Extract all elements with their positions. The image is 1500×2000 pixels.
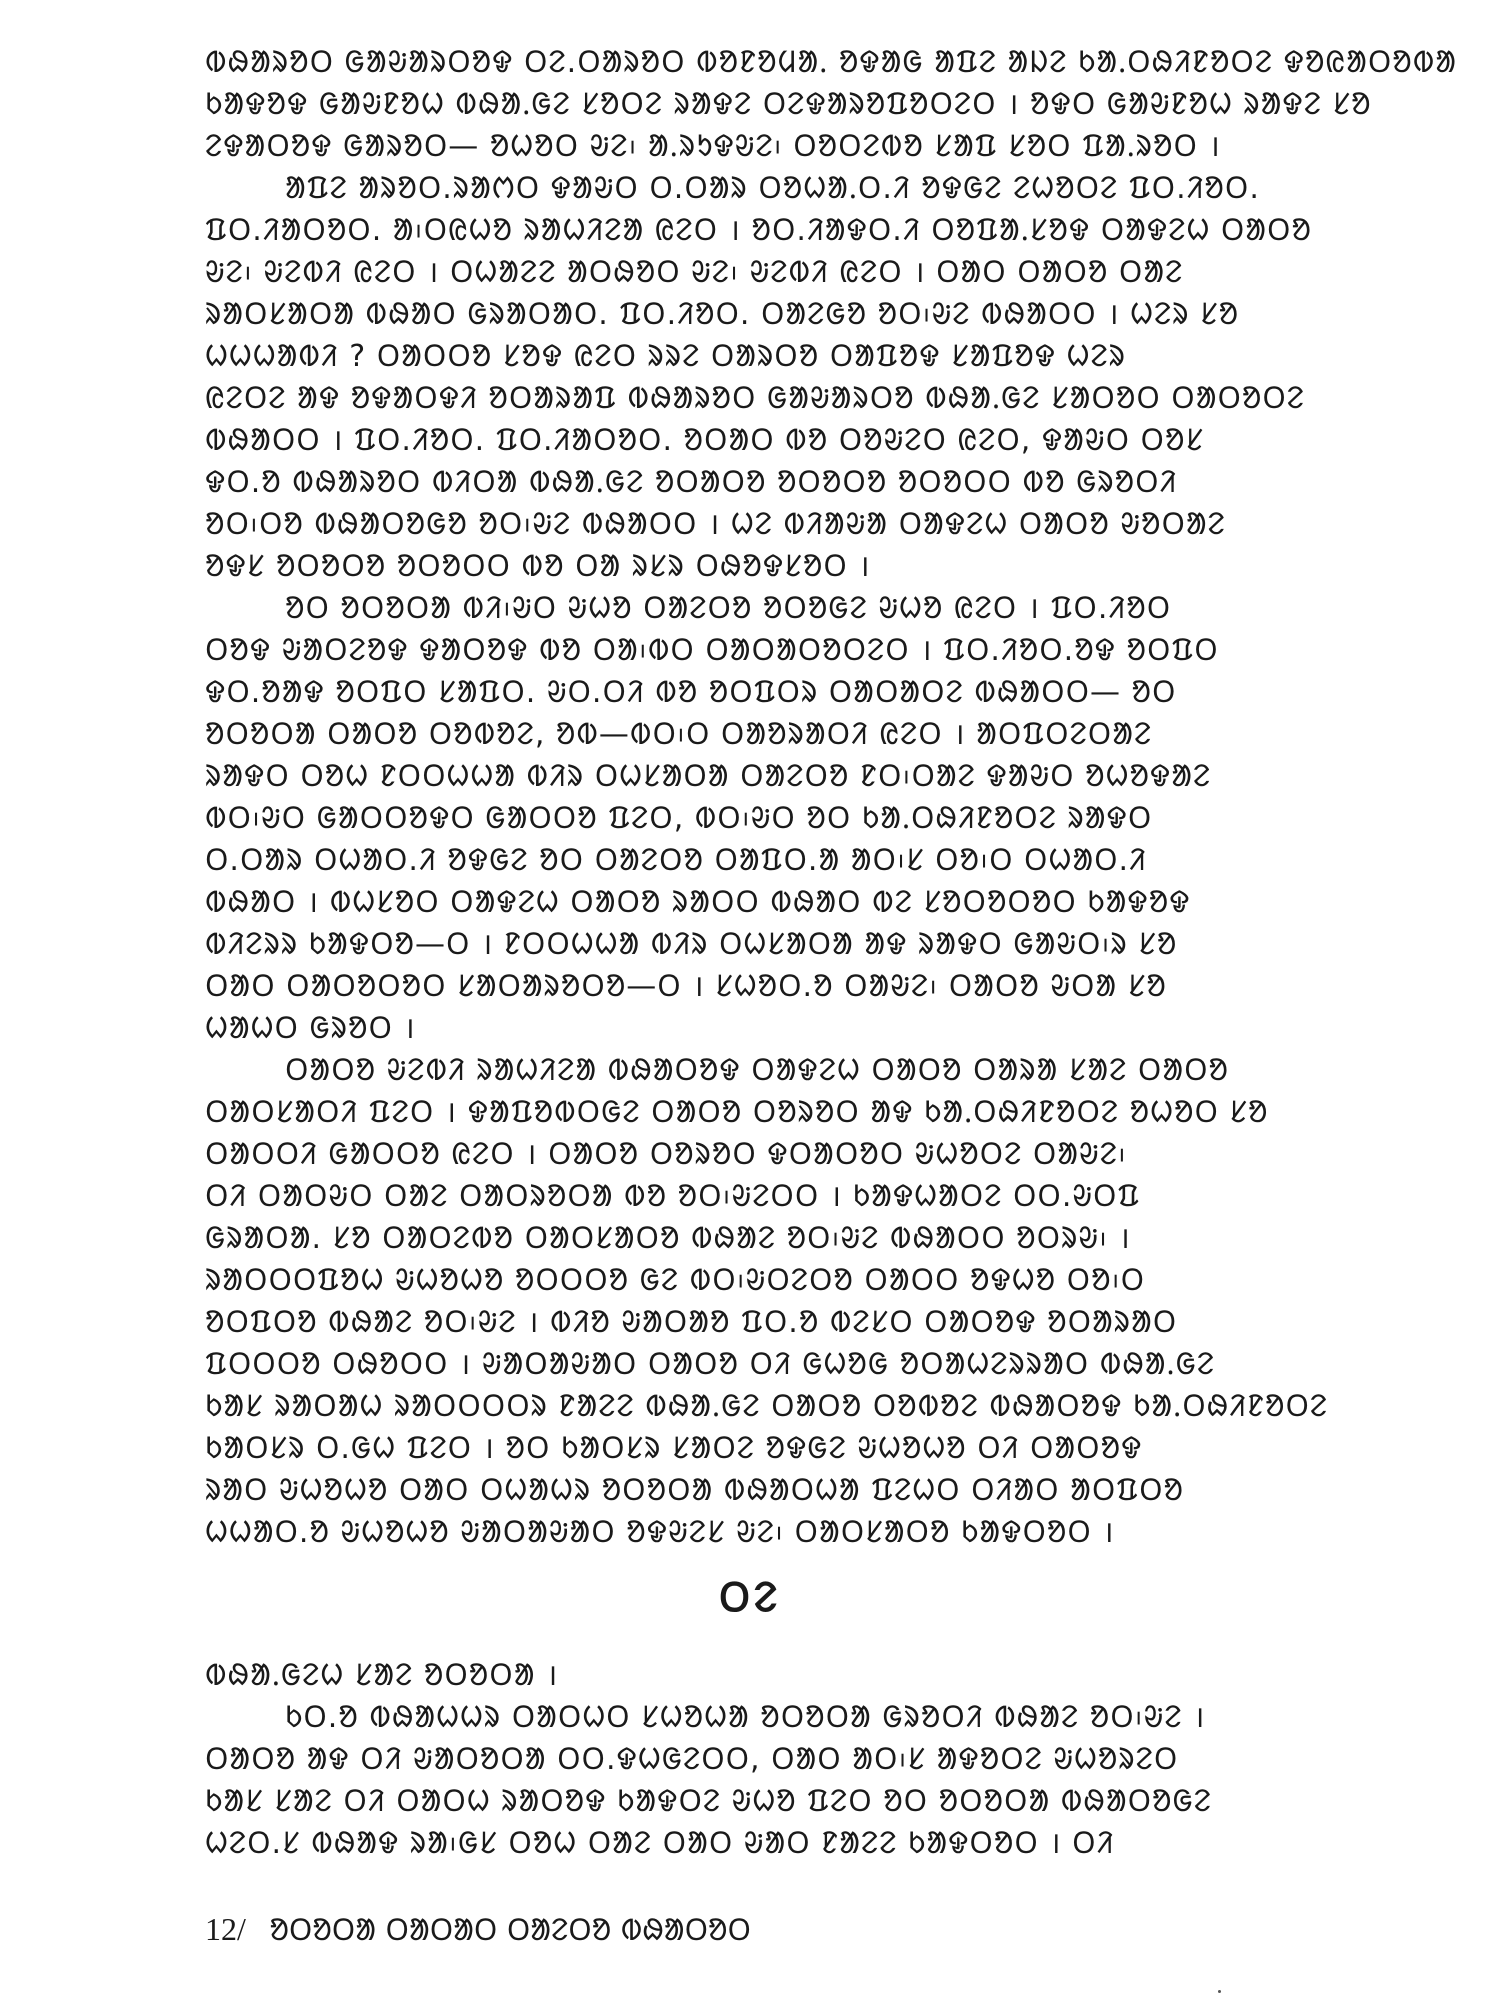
text-line: ᱭᱮᱛᱮ ᱟᱫ ᱚᱫᱟᱛᱫᱤ ᱚᱛᱟᱨᱟᱯ ᱵᱷᱟᱨᱚᱛ ᱜᱟᱶᱟᱨᱛᱚ ᱵᱷᱟᱹᱜᱮ ᱥᱟᱛᱚᱛ ᱛᱟᱛᱚᱛᱮ [205,381,1306,416]
print-speck [1218,1990,1221,1993]
text-line: ᱦᱦᱟᱛ.ᱚ ᱶᱦᱚᱦᱚ ᱶᱟᱛᱟᱶᱟᱛ ᱚᱫᱶᱮᱥ ᱶᱮ᱾ ᱛᱟᱛᱥᱟᱛᱚ ᱠᱟᱫᱛᱚᱛ । [205,1515,1115,1550]
text-line: ᱠᱟᱥ ᱨᱟᱛᱟᱦ ᱨᱟᱛᱛᱛᱛᱨ ᱱᱟᱮᱮ ᱵᱷᱟᱹᱜᱮ ᱛᱟᱛᱚ ᱛᱚᱵᱚᱮ ᱵᱷᱟᱛᱚᱫ ᱠᱟᱹᱛᱷᱤᱱᱚᱛᱮ [205,1389,1329,1424]
page-number: 12/ [205,1911,246,1947]
text-line: ᱚᱛᱚᱛᱟ ᱛᱟᱛᱚ ᱛᱚᱵᱚᱮ, ᱚᱵ—ᱵᱛ᱾ᱛ ᱛᱟᱚᱨᱟᱛᱤ ᱭᱮᱛ । ᱟᱛᱯᱛᱮᱛᱟᱮ [205,717,1153,752]
text-line: ᱨᱟᱫᱛ ᱛᱚᱦ ᱱᱛᱛᱦᱦᱟ ᱵᱤᱨ ᱛᱦᱥᱟᱛᱟ ᱛᱟᱮᱛᱚ ᱱᱛ᱾ᱛᱟᱮ ᱫᱟᱶᱛ ᱚᱦᱚᱫᱟᱮ [205,759,1212,794]
text-line: ᱛᱟᱛᱚ ᱟᱫ ᱛᱤ ᱶᱟᱛᱚᱛᱟ ᱛᱛ.ᱫᱦᱜᱮᱛᱛ, ᱛᱟᱛ ᱟᱛ᱾ᱥ ᱟᱫᱚᱛᱮ ᱶᱦᱚᱨᱮᱛ [205,1742,1179,1777]
text-line: ᱫᱛ.ᱚ ᱵᱷᱟᱨᱚᱛ ᱵᱤᱛᱟ ᱵᱷᱟᱹᱜᱮ ᱚᱛᱟᱛᱚ ᱚᱛᱚᱛᱚ ᱚᱛᱚᱛᱛ ᱵᱚ ᱜᱨᱚᱛᱤ [205,465,1178,500]
text-line: ᱶᱮ᱾ ᱶᱮᱵᱤ ᱭᱮᱛ । ᱛᱦᱟᱮᱮ ᱟᱛᱷᱚᱛ ᱶᱮ᱾ ᱶᱮᱵᱤ ᱭᱮᱛ । ᱛᱟᱛ ᱛᱟᱛᱚ ᱛᱟᱮ [205,255,1184,290]
text-line: ᱯᱛ.ᱤᱟᱛᱚᱛ. ᱟ᱾ᱛᱭᱦᱚ ᱨᱟᱦᱤᱮᱟ ᱭᱮᱛ । ᱚᱛ.ᱤᱟᱫᱛ.ᱤ ᱛᱚᱯᱟᱹᱥᱚᱫ ᱛᱟᱫᱮᱦ ᱛᱟᱛᱚ [205,213,1312,248]
text-line: ᱨᱟᱛᱛᱛᱯᱚᱦ ᱶᱦᱚᱦᱚ ᱚᱛᱛᱛᱚ ᱜᱮ ᱵᱛ᱾ᱶᱛᱮᱛᱚ ᱛᱟᱛᱛ ᱚᱫᱦᱚ ᱛᱚ᱾ᱛ [205,1263,1146,1298]
text-line: ᱯᱛᱛᱛᱚ ᱛᱷᱚᱛᱛ । ᱶᱟᱛᱟᱶᱟᱛ ᱛᱟᱛᱚ ᱛᱤ ᱜᱦᱚᱜ ᱚᱛᱟᱦᱮᱨᱨᱟᱛ ᱵᱷᱟᱹᱜᱮ [205,1347,1216,1382]
text-line: ᱛᱤ ᱛᱟᱛᱶᱛ ᱛᱟᱮ ᱛᱟᱛᱨᱚᱛᱟ ᱵᱚ ᱚᱛ᱾ᱶᱮᱛᱛ । ᱠᱟᱫᱦᱟᱛᱮ ᱛᱛ.ᱶᱛᱯ [205,1179,1141,1214]
text-line: ᱛᱟᱛᱥᱟᱛᱤ ᱯᱮᱛ । ᱫᱟᱯᱚᱵᱛᱜᱮ ᱛᱟᱛᱚ ᱛᱚᱨᱚᱛ ᱟᱫ ᱠᱟᱹᱛᱷᱤᱱᱚᱛᱮ ᱚᱦᱚᱛ ᱥᱚ [205,1095,1269,1130]
text-line: ᱛᱟᱛᱚ ᱶᱮᱵᱤ ᱨᱟᱦᱤᱮᱟ ᱵᱷᱟᱛᱚᱫ ᱛᱟᱫᱮᱦ ᱛᱟᱛᱚ ᱛᱟᱨᱟ ᱥᱟᱮ ᱛᱟᱛᱚ [285,1053,1229,1088]
body-text [205,42,1458,1554]
text-line: ᱵᱤᱮᱨᱨ ᱠᱟᱫᱛᱚ—ᱛ । ᱱᱛᱛᱦᱦᱟ ᱵᱤᱨ ᱛᱦᱥᱟᱛᱟ ᱟᱫ ᱨᱟᱫᱛ ᱜᱟᱶᱛ᱾ᱨ ᱥᱚ [205,927,1178,962]
text-line: ᱮᱫᱟᱛᱚᱫ ᱜᱟᱨᱚᱛ— ᱚᱦᱚᱛ ᱶᱮ᱾ ᱟᱹᱨᱩᱫᱶᱮ᱾ ᱛᱚᱛᱮᱵᱚ ᱥᱟᱯ ᱥᱚᱛ ᱯᱟᱹᱨᱚᱛ । [205,129,1221,164]
text-line: ᱚᱫᱥ ᱚᱛᱚᱛᱚ ᱚᱛᱚᱛᱛ ᱵᱚ ᱛᱟ ᱨᱥᱨ ᱛᱷᱚᱫᱥᱚᱛ । [205,549,871,584]
text-line: ᱚᱛ ᱚᱛᱚᱛᱟ ᱵᱤ᱾ᱶᱛ ᱶᱦᱚ ᱛᱟᱮᱛᱚ ᱚᱛᱚᱜᱮ ᱶᱦᱚ ᱭᱮᱛ । ᱯᱛ.ᱤᱚᱛ [285,591,1172,626]
text-line: ᱚᱛ᱾ᱛᱚ ᱵᱷᱟᱛᱚᱜᱚ ᱚᱛ᱾ᱶᱮ ᱵᱷᱟᱛᱛ । ᱦᱮ ᱵᱤᱟᱶᱟ ᱛᱟᱫᱮᱦ ᱛᱟᱛᱚ ᱶᱚᱛᱟᱮ [205,507,1226,542]
text-line: ᱵᱷᱟᱹᱜᱮᱦ ᱥᱟᱮ ᱚᱛᱚᱛᱟ । [205,1658,559,1693]
text-line: ᱟᱯᱮ ᱟᱨᱚᱛ.ᱨᱟᱬᱛ ᱫᱟᱶᱛ ᱛ.ᱛᱟᱨ ᱛᱚᱦᱟᱹᱛ.ᱤ ᱚᱫᱜᱮ ᱮᱦᱚᱛᱮ ᱯᱛ.ᱤᱚᱛ. [285,171,1260,206]
page-footer [205,1908,751,1949]
text-line: ᱜᱨᱟᱛᱟ. ᱥᱚ ᱛᱟᱛᱮᱵᱚ ᱛᱟᱛᱥᱟᱛᱚ ᱵᱷᱟᱮ ᱚᱛ᱾ᱶᱮ ᱵᱷᱟᱛᱛ ᱚᱛᱨᱶ᱾ । [205,1221,1131,1256]
text-line: ᱨᱟᱛᱥᱟᱛᱟ ᱵᱷᱟᱛ ᱜᱨᱟᱛᱟᱛ. ᱯᱛ.ᱤᱚᱛ. ᱛᱟᱮᱜᱚ ᱚᱛ᱾ᱶᱮ ᱵᱷᱟᱛᱛ । ᱦᱮᱨ ᱥᱚ [205,297,1240,332]
text-line: ᱦᱮᱛ.ᱥ ᱵᱷᱟᱫ ᱨᱟ᱾ᱜᱥ ᱛᱚᱦ ᱛᱟᱮ ᱛᱟᱛ ᱶᱟᱛ ᱱᱟᱮᱮ ᱠᱟᱫᱛᱚᱛ । ᱛᱤ [205,1826,1115,1861]
text-line: ᱚᱛᱯᱛᱚ ᱵᱷᱟᱮ ᱚᱛ᱾ᱶᱮ । ᱵᱤᱚ ᱶᱟᱛᱟᱚ ᱯᱛ.ᱚ ᱵᱮᱥᱛ ᱛᱟᱛᱚᱫ ᱚᱛᱟᱨᱟᱛ [205,1305,1178,1340]
text-line: ᱛᱟᱛ ᱛᱟᱛᱚᱛᱚᱛ ᱥᱟᱛᱟᱨᱚᱛᱚ—ᱛ । ᱥᱦᱚᱛ.ᱚ ᱛᱟᱶᱮ᱾ ᱛᱟᱛᱚ ᱶᱛᱟ ᱥᱚ [205,969,1167,1004]
text-line: ᱛ.ᱛᱟᱨ ᱛᱦᱟᱛ.ᱤ ᱚᱫᱜᱮ ᱚᱛ ᱛᱟᱮᱛᱚ ᱛᱟᱯᱛ.ᱟ ᱟᱛ᱾ᱥ ᱛᱚ᱾ᱛ ᱛᱦᱟᱛ.ᱤ [205,843,1147,878]
text-line: ᱨᱟᱛ ᱶᱦᱚᱦᱚ ᱛᱟᱛ ᱛᱦᱟᱦᱨ ᱚᱛᱚᱛᱟ ᱵᱷᱟᱛᱦᱟ ᱯᱮᱦᱛ ᱛᱤᱟᱛ ᱟᱛᱯᱛᱚ [205,1473,1185,1508]
text-line: ᱠᱟᱫᱚᱫ ᱜᱟᱶᱱᱚᱦ ᱵᱷᱟᱹᱜᱮ ᱥᱚᱛᱮ ᱨᱟᱫᱮ ᱛᱮᱫᱟᱨᱚᱯᱚᱛᱮᱛ । ᱚᱫᱛ ᱜᱟᱶᱱᱚᱦ ᱨᱟᱫᱮ ᱥᱚ [205,87,1372,122]
text-line: ᱦᱦᱦᱟᱵᱤ ? ᱛᱟᱛᱛᱚ ᱥᱚᱫ ᱭᱮᱛ ᱨᱨᱮ ᱛᱟᱨᱛᱚ ᱛᱟᱯᱚᱫ ᱥᱟᱯᱚᱫ ᱦᱮᱨ [205,339,1126,374]
text-line: ᱫᱛ.ᱚᱟᱫ ᱚᱛᱯᱛ ᱥᱟᱯᱛ. ᱶᱛ.ᱛᱤ ᱵᱚ ᱚᱛᱯᱛᱨ ᱛᱟᱛᱟᱛᱮ ᱵᱷᱟᱛᱛ— ᱚᱛ [205,675,1177,710]
text-line: ᱵᱷᱟᱨᱚᱛ ᱜᱟᱶᱟᱨᱛᱚᱫ ᱛᱮ.ᱛᱟᱨᱚᱛ ᱵᱚᱱᱚᱢᱟᱹ ᱚᱫᱟᱜ ᱟᱯᱮ ᱟᱡᱮ ᱠᱟᱹᱛᱷᱤᱱᱚᱛᱮ ᱫᱚᱭᱟᱛᱚᱵᱟ [205,45,1458,80]
chapter-heading: ᱛᱮ [718,1575,782,1621]
text-line: ᱛᱟᱛᱛᱤ ᱜᱟᱛᱛᱚ ᱭᱮᱛ । ᱛᱟᱛᱚ ᱛᱚᱨᱚᱛ ᱫᱛᱟᱛᱚᱛ ᱶᱦᱚᱛᱮ ᱛᱟᱶᱮ᱾ [205,1137,1127,1172]
text-line: ᱠᱟᱛᱥᱨ ᱛ.ᱜᱦ ᱯᱮᱛ । ᱚᱛ ᱠᱟᱛᱥᱨ ᱥᱟᱛᱮ ᱚᱫᱜᱮ ᱶᱦᱚᱦᱚ ᱛᱤ ᱛᱟᱛᱚᱫ [205,1431,1143,1466]
text-line: ᱠᱛ.ᱚ ᱵᱷᱟᱦᱦᱨ ᱛᱟᱛᱦᱛ ᱥᱦᱚᱦᱟ ᱚᱛᱚᱛᱟ ᱜᱨᱚᱛᱤ ᱵᱷᱟᱮ ᱚᱛ᱾ᱶᱮ । [285,1700,1206,1735]
text-line: ᱵᱛ᱾ᱶᱛ ᱜᱟᱛᱛᱚᱫᱛ ᱜᱟᱛᱛᱚ ᱯᱮᱛ, ᱵᱛ᱾ᱶᱛ ᱚᱛ ᱠᱟᱹᱛᱷᱤᱱᱚᱛᱮ ᱨᱟᱫᱛ [205,801,1153,836]
chapter-text [205,1655,1305,1865]
text-line: ᱛᱚᱫ ᱶᱟᱛᱮᱚᱫ ᱫᱟᱛᱚᱫ ᱵᱚ ᱛᱟ᱾ᱵᱛ ᱛᱟᱛᱟᱛᱚᱛᱮᱛ । ᱯᱛ.ᱤᱚᱛ.ᱚᱫ ᱚᱛᱯᱛ [205,633,1219,668]
text-line: ᱵᱷᱟᱛᱛ । ᱯᱛ.ᱤᱚᱛ. ᱯᱛ.ᱤᱟᱛᱚᱛ. ᱚᱛᱟᱛ ᱵᱚ ᱛᱚᱶᱮᱛ ᱭᱮᱛ, ᱫᱟᱶᱛ ᱛᱚᱥ [205,423,1205,458]
running-title: ᱚᱛᱚᱛᱟ ᱛᱟᱛᱟᱛ ᱛᱟᱮᱛᱚ ᱵᱷᱟᱛᱚᱛ [269,1913,751,1948]
text-line: ᱦᱟᱦᱛ ᱜᱨᱚᱛ । [205,1011,416,1046]
text-line: ᱵᱷᱟᱛ । ᱵᱦᱥᱚᱛ ᱛᱟᱫᱮᱦ ᱛᱟᱛᱚ ᱨᱟᱛᱛ ᱵᱷᱟᱛ ᱵᱮ ᱥᱚᱛᱚᱛᱚᱛ ᱠᱟᱫᱚᱫ [205,885,1191,920]
text-line: ᱠᱟᱥ ᱥᱟᱮ ᱛᱤ ᱛᱟᱛᱦ ᱨᱟᱛᱚᱫ ᱠᱟᱫᱛᱮ ᱶᱦᱚ ᱯᱮᱛ ᱚᱛ ᱚᱛᱚᱛᱟ ᱵᱷᱟᱛᱚᱜᱮ [205,1784,1212,1819]
